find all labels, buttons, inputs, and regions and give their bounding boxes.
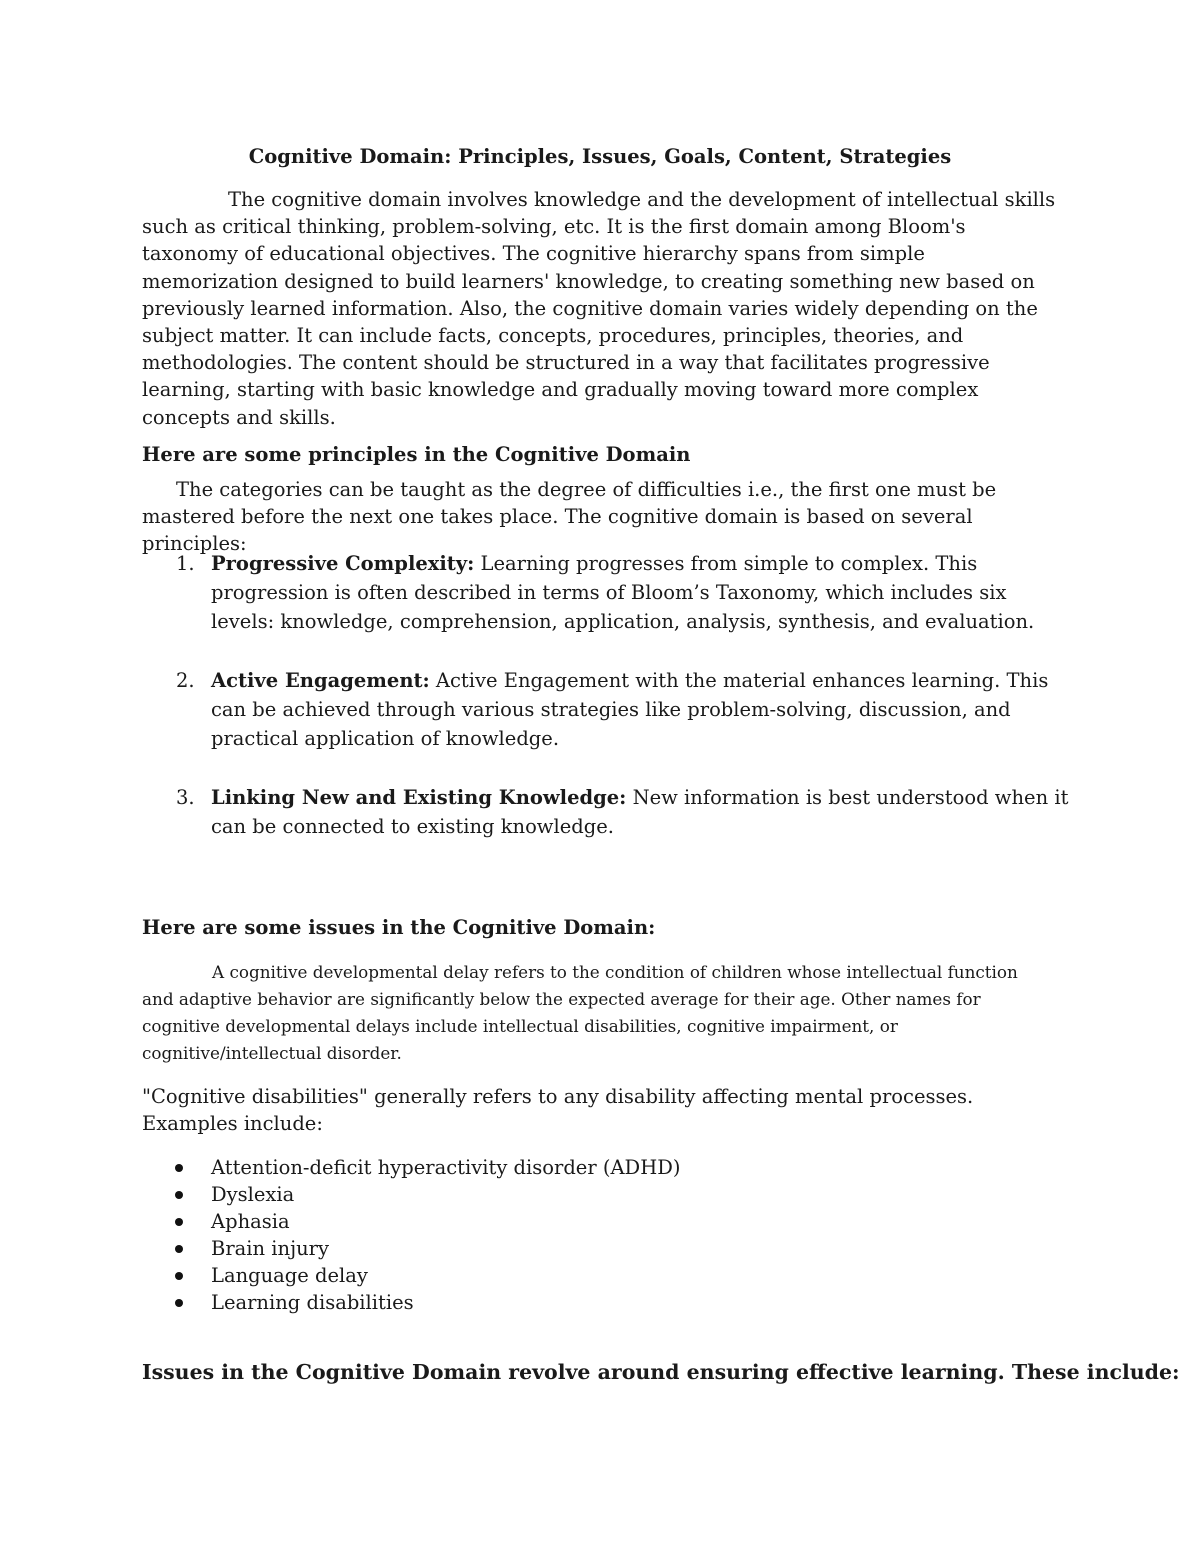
principles-intro-paragraph: [142, 476, 1062, 558]
disabilities-paragraph: "Cognitive disabilities" generally refers to any disability affecting mental processes. Examples include:: [142, 1085, 974, 1136]
issues-heading: Here are some issues in the Cognitive Domain:: [142, 916, 656, 939]
bullet-icon: [175, 1218, 183, 1226]
principle-number: 2.: [176, 669, 195, 692]
intro-text: The cognitive domain involves knowledge and the development of intellectual skills such as critical thinking, problem-solving, etc. It is the first domain among Bloom's taxonomy of educational objectives. The cognitive hierarchy spans from simple memorization designed to build learners' knowledge, to creating something new based on previously learned information. Also, the cognitive domain varies widely depending on the subject matter. It can include facts, concepts, procedures, principles, theories, and methodologies. The content should be structured in a way that facilitates progressive learning, starting with basic knowledge and gradually moving toward more complex concepts and skills.: [142, 188, 1056, 429]
principle-text: New information is best understood when it can be connected to existing knowledge.: [211, 786, 1069, 838]
delay-paragraph: [142, 959, 1042, 1067]
bullet-icon: [175, 1299, 183, 1307]
issues-closing-heading: Issues in the Cognitive Domain revolve around ensuring effective learning. These include:: [142, 1360, 1180, 1384]
document-title: Cognitive Domain: Principles, Issues, Goals, Content, Strategies: [248, 145, 952, 168]
principle-term: Active Engagement:: [211, 669, 430, 692]
bullet-icon: [175, 1191, 183, 1199]
principle-number: 1.: [176, 552, 195, 575]
principles-intro-text: The categories can be taught as the degree of difficulties i.e., the first one must be mastered before the next one takes place. The cognitive domain is based on several principles:: [142, 478, 997, 556]
principle-text: Active Engagement with the material enhances learning. This can be achieved through various strategies like problem-solving, discussion, and practical application of knowledge.: [211, 669, 1049, 750]
delay-text: A cognitive developmental delay refers to the condition of children whose intellectual function and adaptive behavior are significantly below the expected average for their age. Other names for cognitive developmental delays include intellectual disabilities, cognitive impairment, or cognitive/intellectual disorder.: [142, 962, 1018, 1063]
document-page: Cognitive Domain: Principles, Issues, Goals, Content, Strategies The cognitive domain involves knowledge and the development of intellectual skills such as critical thinking, problem-solving, etc. It is the first domain among Bloom's taxonomy of educational objectives. The cognitive hierarchy spans from simple memorization designed to build learners' knowledge, to creating something new based on previously learned information. Also, the cognitive domain varies widely depending on the subject matter. It can include facts, concepts, procedures, principles, theories, and methodologies. The content should be structured in a way that facilitates progressive learning, starting with basic knowledge and gradually moving toward more complex concepts and skills. Here are some principles in the Cognitive Domain The categories can be taught as the degree of difficulties i.e., the first one must be mastered before the next one takes place. The cognitive domain is based on several principles: 1. Progressive Complexity: Learning progresses from simple to complex. This progression is often described in terms of Bloom’s Taxonomy, which includes six levels: knowledge, comprehension, application, analysis, synthesis, and evaluation. 2. Active Engagement: Active Engagement with the material enhances learning. This can be achieved through various strategies like problem-solving, discussion, and practical application of knowledge. 3. Linking New and Existing Knowledge: New information is best understood when it can be connected to existing knowledge. Here are some issues in the Cognitive Domain: A cognitive developmental delay refers to the condition of children whose intellectual function and adaptive behavior are significantly below the expected average for their age. Other names for cognitive developmental delays include intellectual disabilities, cognitive impairment, or cognitive/intellectual disorder. "Cognitive disabilities" generally refers to any disability affecting mental processes. Examples include: Attention-deficit hyperactivity disorder (ADHD) Dyslexia Aphasia Brain injury Language delay Learning disabilities Issues in the Cognitive Domain revolve around ensuring effective learning. These include:: [0, 0, 1200, 1553]
principle-term: Progressive Complexity:: [211, 552, 475, 575]
bullet-icon: [175, 1272, 183, 1280]
bullet-icon: [175, 1164, 183, 1172]
principles-heading: Here are some principles in the Cognitive Domain: [142, 443, 691, 466]
principle-number: 3.: [176, 786, 195, 809]
bullet-icon: [175, 1245, 183, 1253]
principle-text: Learning progresses from simple to complex. This progression is often described in terms of Bloom’s Taxonomy, which includes six levels: knowledge, comprehension, application, analysis, synthesis, and evaluation.: [211, 552, 1035, 633]
principle-term: Linking New and Existing Knowledge:: [211, 786, 627, 809]
intro-paragraph: [142, 186, 1062, 431]
